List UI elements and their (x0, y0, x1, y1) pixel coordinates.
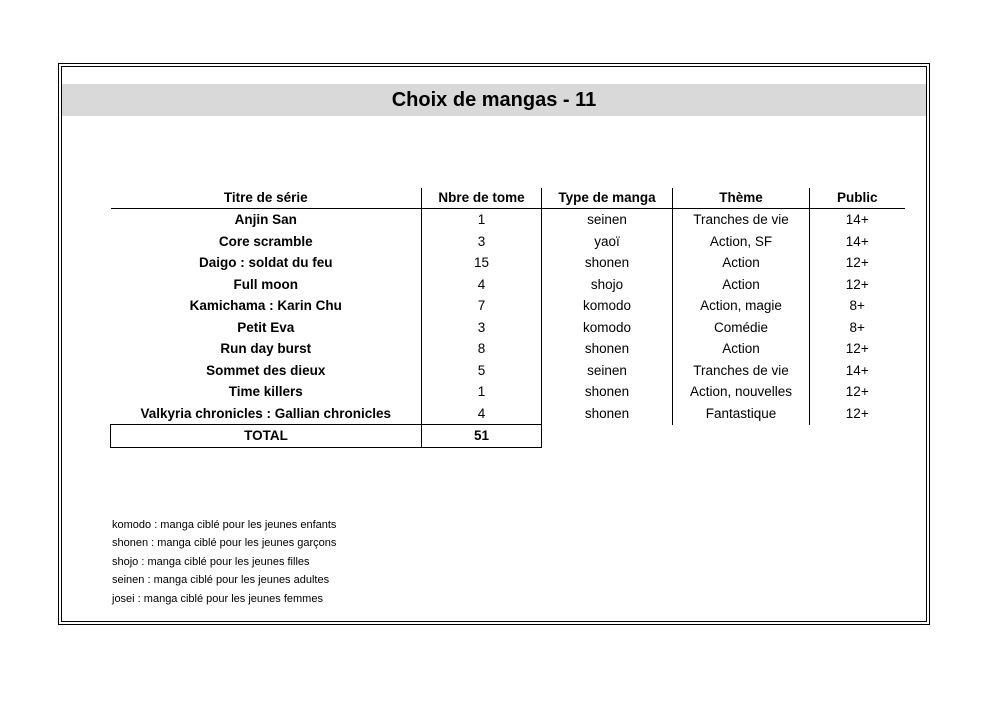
cell-tomes: 8 (422, 338, 542, 360)
cell-theme: Action, nouvelles (673, 381, 810, 403)
table-row (111, 338, 905, 360)
header-public: Public (810, 188, 905, 209)
legend-item: shonen : manga ciblé pour les jeunes garçons (112, 537, 337, 550)
cell-type: komodo (542, 317, 673, 339)
header-theme: Thème (673, 188, 810, 209)
cell-theme: Tranches de vie (673, 360, 810, 382)
cell-public: 8+ (849, 319, 865, 335)
cell-type: seinen (542, 209, 673, 231)
legend (112, 516, 336, 608)
header-tomes: Nbre de tome (422, 188, 542, 209)
cell-type: yaoï (542, 231, 673, 253)
cell-tomes: 7 (422, 295, 542, 317)
total-label: TOTAL (111, 425, 422, 448)
legend-item: josei : manga ciblé pour les jeunes femmes (112, 592, 323, 605)
table-row (111, 295, 905, 317)
cell-title: Petit Eva (111, 317, 422, 339)
cell-theme: Comédie (673, 317, 810, 339)
table-row (111, 209, 905, 231)
cell-theme: Tranches de vie (673, 209, 810, 231)
cell-tomes: 5 (422, 360, 542, 382)
cell-theme: Action (673, 252, 810, 274)
legend-item: komodo : manga ciblé pour les jeunes enfants (112, 519, 337, 531)
cell-title: Time killers (111, 381, 422, 403)
cell-title: Core scramble (111, 231, 422, 253)
cell-type: shojo (542, 274, 673, 296)
cell-type: komodo (542, 295, 673, 317)
cell-type: shonen (542, 381, 673, 403)
cell-title: Run day burst (111, 338, 422, 360)
cell-tomes: 3 (422, 231, 542, 253)
table-row (111, 403, 905, 425)
cell-theme: Fantastique (673, 403, 810, 425)
cell-tomes: 3 (422, 317, 542, 339)
cell-public: 12+ (845, 276, 869, 292)
cell-public: 12+ (845, 255, 869, 270)
cell-theme: Action, SF (673, 231, 810, 253)
page-title: Choix de mangas - 11 (391, 88, 597, 111)
cell-title: Full moon (111, 274, 422, 296)
header-type: Type de manga (542, 188, 673, 209)
header-title: Titre de série (111, 188, 422, 209)
cell-public: 14+ (845, 212, 869, 227)
legend-item: seinen : manga ciblé pour les jeunes adultes (112, 574, 330, 587)
legend-item: shojo : manga ciblé pour les jeunes filles (112, 555, 310, 568)
cell-title: Valkyria chronicles : Gallian chronicles (111, 403, 422, 425)
cell-title: Anjin San (111, 209, 422, 231)
cell-public: 14+ (845, 233, 869, 249)
table-row (111, 360, 905, 382)
cell-theme: Action (673, 274, 810, 296)
total-row (111, 425, 905, 448)
table-row (111, 274, 905, 296)
cell-public: 12+ (845, 384, 869, 399)
cell-title: Sommet des dieux (111, 360, 422, 382)
cell-tomes: 4 (422, 274, 542, 296)
cell-public: 12+ (845, 405, 869, 421)
cell-type: shonen (542, 252, 673, 274)
cell-type: shonen (542, 403, 673, 425)
cell-theme: Action, magie (673, 295, 810, 317)
cell-theme: Action (673, 338, 810, 360)
cell-title: Kamichama : Karin Chu (111, 295, 422, 317)
table-row (111, 231, 905, 253)
title-band (62, 84, 926, 116)
cell-public: 14+ (845, 362, 869, 378)
table-row (111, 317, 905, 339)
cell-tomes: 1 (422, 209, 542, 231)
cell-tomes: 15 (422, 252, 542, 274)
cell-tomes: 4 (422, 403, 542, 425)
table-row (111, 381, 905, 403)
cell-public: 12+ (845, 341, 869, 356)
cell-tomes: 1 (422, 381, 542, 403)
table-row (111, 252, 905, 274)
cell-public: 8+ (849, 298, 865, 313)
cell-title: Daigo : soldat du feu (111, 252, 422, 274)
manga-table (110, 188, 905, 448)
table-header-row (111, 188, 905, 209)
cell-type: shonen (542, 338, 673, 360)
cell-type: seinen (542, 360, 673, 382)
total-value: 51 (422, 425, 542, 448)
